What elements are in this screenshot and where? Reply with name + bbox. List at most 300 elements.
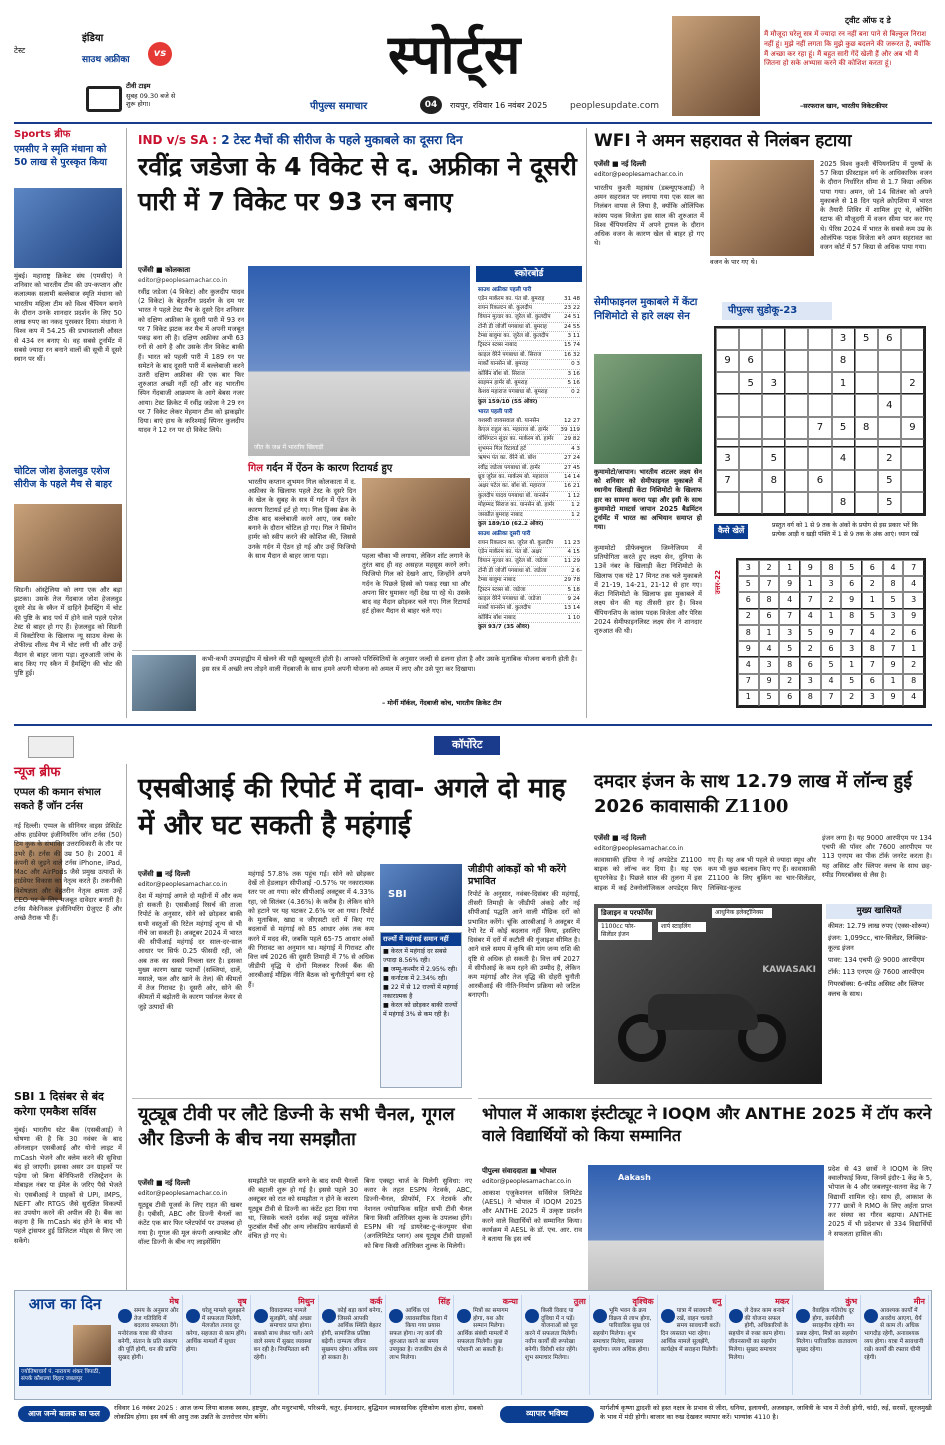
sudoku-answer-cell: 2 bbox=[862, 576, 883, 592]
sudoku-cell bbox=[762, 492, 785, 514]
sudoku-answer-cell: 3 bbox=[862, 690, 883, 706]
tv-icon bbox=[86, 86, 122, 112]
batter: काइल वेरेने पगबाधा बो. सिराज bbox=[478, 351, 542, 358]
sudoku-cell bbox=[832, 439, 855, 448]
sign-text: आर्थिक एवं व्यावसायिक दिशा में किया गया प्रयास सफल होगा। नए कार्य की शुरुआत करने का समय उपयुक्त है। राजकीय क्षेत्र से लाभ मिलेगा। bbox=[389, 1307, 448, 1361]
quote-author: – मोर्नी मॉर्कल, गेंदबाजी कोच, भारतीय क्रिकेट टीम bbox=[382, 699, 502, 707]
scorecard-row bbox=[478, 370, 580, 379]
gill-subhead-red: गिल bbox=[248, 463, 263, 474]
sudoku-cell: 2 bbox=[878, 447, 901, 469]
sudoku-cell: 5 bbox=[855, 328, 878, 350]
horoscope-sign bbox=[454, 1295, 522, 1395]
brief-headline-1: एमसीए ने स्मृति मंधाना को 50 लाख से पुरस्कृत किया bbox=[14, 144, 107, 168]
sudoku-cell bbox=[716, 372, 739, 394]
batter: ध्रुव जुरेल का. मार्करम बो. महाराज bbox=[478, 473, 548, 480]
sbi-side-body: रिपोर्ट के अनुसार, नवंबर-दिसंबर की महंगाई, तीसरी तिमाही के जीडीपी अंकड़े और नई सीपीआई पद्धति आने वाली मौद्रिक दरों को प्रभावित करेंगे। चूंकि आरबीआई ने अक्टूबर में रेपो रेट में कोई बदलाव नहीं किया, इसलिए दिसंबर में दरों में कटौती की गुंजाइश सीमित है। आने वाले समय में कृषि की मांग जन्म राशि की दृष्टि से अधिक हो सकती है। वित्त वर्ष 2027 में सीपीआई के कम रहने की उम्मीद है, लेकिन कम महंगाई और तेज वृद्धि की दोहरी चुनौती आरबीआई की नीति-निर्माण प्रक्रिया को जटिल बनाएगी। bbox=[468, 890, 580, 1000]
scorecard-innings-head: साउथ अफ्रीका पहली पारी bbox=[478, 287, 532, 294]
horoscope-sign bbox=[726, 1295, 794, 1395]
batter: कुलदीप यादव पगबाधा बो. यानसेन bbox=[478, 492, 549, 499]
batter: कॉर्बिन बॉश नाबाद bbox=[478, 614, 516, 621]
sudoku-answer-cell: 9 bbox=[738, 641, 759, 657]
sudoku-cell: 8 bbox=[855, 417, 878, 439]
sign-text: मित्रों का समागम होगा, यश और सम्मान मिलेगा। आर्थिक संबंधी मामलों में सफलता मिलेगी। कुछ परेशानी आ सकती है। bbox=[457, 1307, 509, 1353]
tweet-author: –सरफराज खान, भारतीय विकेटकीपर bbox=[800, 102, 888, 110]
sudoku-cell bbox=[785, 350, 808, 372]
sudoku-answer-cell: 6 bbox=[779, 690, 800, 706]
kawasaki-email: editor@peoplesamachar.co.in bbox=[594, 845, 684, 852]
sudoku-cell bbox=[808, 350, 831, 372]
runs-balls: 11 29 bbox=[563, 558, 580, 565]
sudoku-answer-cell: 9 bbox=[759, 674, 780, 690]
website: peoplesupdate.com bbox=[570, 101, 659, 111]
batter: एडेन मार्करम का. पंत बो. अक्षर bbox=[478, 549, 542, 556]
batter: वॉशिंगटन सुंदर का. मार्करम बो. हार्मर bbox=[478, 436, 554, 443]
aakash-email: editor@peoplesamachar.co.in bbox=[482, 1178, 572, 1185]
runs-balls: 1 2 bbox=[571, 511, 580, 518]
sudoku-answer-cell: 2 bbox=[759, 560, 780, 576]
sbi-byline: एजेंसी ■ नई दिल्ली bbox=[138, 870, 191, 878]
sudoku-cell: 8 bbox=[832, 492, 855, 514]
zodiac-icon bbox=[322, 1309, 336, 1323]
lead-photo-label: जीत के जश्न में भारतीय खिलाड़ी bbox=[254, 443, 324, 451]
sudoku-answer-cell: 9 bbox=[883, 690, 904, 706]
sudoku-cell bbox=[832, 394, 855, 416]
kawasaki-feature-item: कीमत: 12.79 लाख रुपए (एक्स-शोरूम) bbox=[828, 922, 930, 931]
sudoku-answer-cell: 9 bbox=[883, 657, 904, 673]
sudoku-cell bbox=[808, 447, 831, 469]
sudoku-answer-cell: 2 bbox=[800, 641, 821, 657]
horoscope-sign bbox=[183, 1295, 251, 1395]
sudoku-answer-cell: 7 bbox=[759, 576, 780, 592]
scorecard-row bbox=[478, 323, 580, 332]
runs-balls: 39 119 bbox=[560, 427, 580, 433]
horoscope-sign bbox=[590, 1295, 658, 1395]
sign-name: मिथुन bbox=[298, 1297, 315, 1306]
sudoku-answer-cell: 1 bbox=[841, 657, 862, 673]
sudoku-cell bbox=[855, 350, 878, 372]
sudoku-cell bbox=[855, 372, 878, 394]
sign-name: कर्क bbox=[370, 1297, 383, 1306]
runs-balls: 0 2 bbox=[571, 389, 580, 396]
scorecard-row bbox=[478, 295, 580, 304]
answer-label: उत्तर-22 bbox=[714, 570, 722, 595]
horoscope-title: आज का दिन bbox=[28, 1295, 102, 1313]
scorecard-row bbox=[478, 426, 580, 435]
scorecard-row bbox=[478, 379, 580, 388]
runs-balls: 1 10 bbox=[567, 614, 580, 621]
sudoku-answer-cell: 2 bbox=[738, 609, 759, 625]
sign-name: तुला bbox=[573, 1297, 586, 1306]
sudoku-cell bbox=[855, 470, 878, 492]
sudoku-cell bbox=[855, 439, 878, 448]
sudoku-cell bbox=[808, 372, 831, 394]
stock-exchange-icon bbox=[28, 736, 74, 758]
wfi-story bbox=[594, 128, 932, 298]
sudoku-cell bbox=[716, 328, 739, 350]
promo-test-label: टेस्ट bbox=[14, 46, 26, 55]
scorecard-row bbox=[478, 332, 580, 341]
sudoku-cell bbox=[739, 394, 762, 416]
sudoku-cell: 3 bbox=[716, 447, 739, 469]
sen-headline: सेमीफाइनल मुकाबले में केंटा निशिमोटो से हारे लक्ष्य सेन bbox=[594, 297, 698, 322]
sudoku-answer-cell: 5 bbox=[841, 674, 862, 690]
promo-team1: इंडिया bbox=[82, 33, 104, 44]
batter: मार्को यानसेन बो. बुमराह bbox=[478, 361, 529, 368]
scorecard-row bbox=[478, 445, 580, 454]
scorecard-body bbox=[476, 282, 582, 633]
batter: एडेन मार्करम का. पंत बो. बुमराह bbox=[478, 295, 545, 302]
batter: कॉर्बिन बॉश बो. सिराज bbox=[478, 370, 525, 377]
quote-text: कभी-कभी उपमहाद्वीप में खेलने की यही खूबसूरती होती है। आपको परिस्थितियों के अनुसार जल्दी से ढलना होता है और उसके मुताबिक योजना बनानी होती है। इस सत्र में अच्छी लय तोड़ने वाली गेंदबाजी के साथ हमने अपनी योजना को अमल में लाए और उसे पूरा कर दिखाया। bbox=[202, 655, 577, 673]
sudoku-answer-cell: 5 bbox=[738, 576, 759, 592]
sbi-story bbox=[132, 764, 582, 1094]
batter: मोहम्मद सिराज का. यानसेन बो. हार्मर bbox=[478, 502, 555, 509]
sudoku-cell: 6 bbox=[878, 328, 901, 350]
zodiac-icon bbox=[457, 1309, 471, 1323]
kawasaki-features-title: मुख्य खासियतें bbox=[826, 904, 932, 919]
sudoku-cell bbox=[762, 394, 785, 416]
runs-balls: 12 27 bbox=[563, 417, 580, 424]
kawasaki-feature-item: टॉर्क: 113 एनएम @ 7600 आरपीएम bbox=[828, 968, 925, 977]
sudoku-answer-cell: 2 bbox=[883, 625, 904, 641]
sudoku-cell bbox=[901, 394, 924, 416]
sudoku-cell bbox=[901, 492, 924, 514]
sudoku-cell bbox=[785, 372, 808, 394]
sbi-box-item: ■ केरल में महंगाई दर सबसे ज्यादा 8.56% रही। bbox=[383, 947, 447, 964]
sign-text: विवादास्पद मामले सुलझेंगे, कोई अच्छा समाचार प्राप्त होगा। सबको साथ लेकर चलें। आने वाले समय में सुखद व्यवस्था बन रही है। नियमितता बनी रहेगी। bbox=[253, 1307, 314, 1361]
sudoku-cell bbox=[785, 439, 808, 448]
match-promo bbox=[14, 22, 184, 114]
sudoku-cell bbox=[785, 492, 808, 514]
sudoku-cell: 9 bbox=[716, 350, 739, 372]
runs-balls: 14 14 bbox=[563, 473, 580, 480]
sudoku-cell bbox=[716, 417, 739, 439]
batter: टोनी डी जोर्जी पगबाधा बो. बुमराह bbox=[478, 323, 547, 330]
sudoku-answer-cell: 1 bbox=[903, 641, 924, 657]
batter: शुभमन गिल रिटायर्ड हर्ट bbox=[478, 445, 526, 452]
sudoku-cell bbox=[901, 439, 924, 448]
zodiac-icon bbox=[525, 1309, 539, 1323]
quote-strip bbox=[132, 650, 582, 712]
sudoku-answer-cell: 7 bbox=[779, 609, 800, 625]
brief-photo-1 bbox=[14, 188, 122, 268]
sudoku-answer-cell: 7 bbox=[862, 657, 883, 673]
sudoku-cell bbox=[762, 328, 785, 350]
sudoku-answer-cell: 6 bbox=[821, 641, 842, 657]
sudoku-cell bbox=[855, 394, 878, 416]
sudoku-answer-cell: 7 bbox=[738, 674, 759, 690]
sudoku-answer-cell: 6 bbox=[738, 592, 759, 608]
runs-balls: 3 16 bbox=[567, 370, 580, 377]
wfi-headline: WFI ने अमन सहरावत से निलंबन हटाया bbox=[594, 131, 852, 151]
batter: साइमन हार्मर बो. बुमराह bbox=[478, 380, 528, 387]
kawasaki-tag-1: डिजाइन व परफॉर्मेंस bbox=[598, 908, 656, 919]
sudoku-cell bbox=[901, 328, 924, 350]
lead-kicker bbox=[138, 132, 582, 148]
sudoku-cell bbox=[808, 394, 831, 416]
market-text: मार्गशीर्ष कृष्णा द्वादशी को हस्त नक्षत्र के प्रभाव से जीरा, धनिया, इलायची, अजवाइन, जावित्री के भाव में तेजी होगी, चांदी, रुई, सरसों, सूरजमुखी के भाव में मंदी होगी। बाजार का रुख देखकर व्यापार करें। भाग्यांक 4110 है। bbox=[600, 1404, 932, 1421]
sudoku-answer-cell: 3 bbox=[779, 625, 800, 641]
sudoku-answer-cell: 9 bbox=[821, 625, 842, 641]
sudoku-cell: 5 bbox=[739, 372, 762, 394]
sbi-headline: एसबीआई की रिपोर्ट में दावा- अगले दो माह में और घट सकती है महंगाई bbox=[138, 773, 566, 842]
sudoku-answer-cell: 1 bbox=[779, 560, 800, 576]
scorecard-row bbox=[478, 351, 580, 360]
kawasaki-byline: एजेंसी ■ नई दिल्ली bbox=[594, 834, 647, 842]
scorecard-innings-head: भारत पहली पारी bbox=[478, 409, 513, 416]
kawasaki-body-1: कावासाकी इंडिया ने नई अपडेटेड Z1100 बाइक को लॉन्च कर दिया है। यह एक सुपरनेकेड है। पिछले साल की तुलना में इस बाइक में कई टेक्नोलॉजिकल अपडेट्स किए गए हैं। यह अब भी पहले से ज्यादा स्मूथ और कम भी कुछ बदलाव किए गए हैं। कावासाकी Z1100 के लिए बुकिंग का चार-सिलेंडर, लिक्विड-कूल्ड bbox=[594, 856, 816, 892]
sudoku-answer-cell: 6 bbox=[841, 576, 862, 592]
scorecard-row bbox=[478, 539, 580, 548]
sudoku-cell: 3 bbox=[762, 372, 785, 394]
sudoku-cell bbox=[855, 447, 878, 469]
sen-body: कुमामोटो प्रीफेक्चुरल जिम्नेजियम में प्रतियोगिता करते हुए लक्ष्य सेन, दुनिया के 13वें नंबर के खिलाड़ी केंटा निशिमोटो के खिलाफ एक घंटे 17 मिनट तक चले मुकाबले में 21-19, 14-21, 21-12 से हार गए। केंटा निशिमोटो के खिलाफ इस मुकाबले में लक्ष्य सेन की यह तीसरी हार है। विश्व चैंपियनशिप के कांस्य पदक विजेता और पेरिस 2024 सेमीफाइनलिस्ट लक्ष्य सेन ने शानदार शुरुआत की थी। bbox=[594, 544, 702, 635]
kawasaki-body-2: इंजन लगा है। यह 9000 आरपीएम पर 134 एचपी की पॉवर और 7600 आरपीएम पर 113 एनएम का पीक टॉर्क जनरेट करता है। यह असिस्ट और स्लिपर क्लच के साथ छह-स्पीड गियरबॉक्स से लैस है। bbox=[822, 834, 932, 879]
batter: अक्षर पटेल का. बॉश बो. महाराज bbox=[478, 483, 546, 490]
sudoku-answer-cell: 2 bbox=[841, 690, 862, 706]
dateline: रायपुर, रविवार 16 नवंबर 2025 bbox=[450, 101, 548, 110]
sudoku-cell: 4 bbox=[878, 394, 901, 416]
sign-text: किसी विवाद या दुविधा में न पड़ें। योजनाओं को पूरा करने में सफलता मिलेगी। नवीन कार्यों की रूपरेखा बनेगी। विरोधी शांत रहेंगे। शुभ समाचार मिलेगा। bbox=[525, 1307, 578, 1361]
lead-body-1: रवींद्र जडेजा (4 विकेट) और कुलदीप यादव (2 विकेट) के बेहतरीन प्रदर्शन के दम पर भारत ने पहले टेस्ट मैच के दूसरे दिन शनिवार को दक्षिण अफ्रीका के दूसरी पारी में 93 रन पर 7 विकेट झटक कर मैच में अपनी मजबूत पकड़ बना ली है। दक्षिण अफ्रीका अभी 63 रनों से आगे है और उसके तीन विकेट बाकी हैं। भारत को पहली पारी में 189 रन पर समेटने के बाद दूसरी पारी में बल्लेबाजी करने उतरी दक्षिण अफ्रीका की एक बार फिर शुरुआत अच्छी नहीं रही और वह भारतीय स्पिन गेंदबाजी आक्रमण के आगे बेबस नजर आया। टेस्ट क्रिकेट में रवींद्र जडेजा ने 29 रन पर 7 विकेट लेकर मेहमान टीम को झकझोर दिया। बाएं हाथ के करिश्माई स्पिनर कुलदीप यादव ने 12 रन पर दो विकेट लिये। bbox=[138, 288, 244, 435]
sudoku-answer-cell: 1 bbox=[862, 592, 883, 608]
scorecard-row bbox=[478, 501, 580, 510]
sudoku-cell: 2 bbox=[901, 372, 924, 394]
wfi-body-1: भारतीय कुश्ती महासंघ (डब्ल्यूएफआई) ने अमन सहरावत पर लगाया गया एक साल का निलंबन वापस ले लिया है, क्योंकि ओलिंपिक कांस्य पदक विजेता इस साल की शुरुआत में विश्व चैंपियनशिप में अपने ट्रायल के दौरान अधिक वजन के कारण खेल से बाहर हो गए थे। bbox=[594, 184, 704, 248]
runs-balls: 16 32 bbox=[563, 351, 580, 358]
sudoku-cell bbox=[785, 328, 808, 350]
runs-balls: 27 24 bbox=[563, 455, 580, 462]
sudoku-answer-cell: 5 bbox=[759, 690, 780, 706]
sign-name: धनु bbox=[712, 1297, 722, 1306]
sudoku-answer-cell: 8 bbox=[738, 625, 759, 641]
horoscope-signs bbox=[115, 1295, 929, 1395]
scorecard-row bbox=[478, 595, 580, 604]
sudoku-answer-cell: 4 bbox=[883, 560, 904, 576]
promo-team2: साउथ अफ्रीका bbox=[82, 55, 130, 65]
sudoku-cell bbox=[901, 447, 924, 469]
runs-balls: 24 51 bbox=[563, 314, 580, 321]
sen-caption: कुमामोटो/जापान। भारतीय शटलर लक्ष्य सेन को शनिवार को सेमीफाइनल मुकाबले में स्थानीय खिलाड़ी केंटा निशिमोटो के खिलाफ हार का सामना करना पड़ा और इसी के साथ कुमामोटो मास्टर्स जापान 2025 बैडमिंटन टूर्नामेंट में भारत का अभियान समाप्त हो गया। bbox=[594, 468, 702, 532]
kawasaki-feature-item: इंजन: 1,099cc, चार-सिलेंडर, लिक्विड-कूल्ड इंजन bbox=[828, 934, 928, 953]
sign-text: यात्रा में सावधानी रखें, वाहन चलाते समय सावधानी बरतें। दिन व्यस्तता भरा रहेगा। आर्थिक मामले सुलझेंगे, कार्यक्षेत्र में सराहना मिलेगी। bbox=[660, 1307, 721, 1353]
zodiac-icon bbox=[661, 1309, 675, 1323]
sign-text: वैवाहिक गतिरोध दूर होगा, कार्यशैली सराहनीय रहेगी। मन प्रसन्न रहेगा, मित्रों का सहयोग मिलेगा। पारिवारिक वातावरण सुखद रहेगा। bbox=[796, 1307, 858, 1353]
column-divider-2 bbox=[586, 128, 587, 718]
sudoku-cell bbox=[739, 447, 762, 469]
sudoku-answer-cell: 9 bbox=[779, 576, 800, 592]
zodiac-icon bbox=[186, 1309, 200, 1323]
runs-balls: 11 23 bbox=[563, 539, 580, 546]
scorecard-row bbox=[478, 557, 580, 566]
scorecard-row bbox=[478, 511, 580, 520]
youtube-byline: एजेंसी ■ नई दिल्ली bbox=[138, 1179, 191, 1187]
corporate-bar bbox=[14, 724, 932, 758]
brief-photo-2 bbox=[14, 504, 122, 582]
sudoku-cell: 7 bbox=[716, 470, 739, 492]
news-brief-headline-2: SBI 1 दिसंबर से बंद करेगा एमकैश सर्विस bbox=[14, 1090, 104, 1118]
sudoku-cell bbox=[762, 439, 785, 448]
astrologer-name: ज्योतिषाचार्य पं. नारायण शंकर त्रिपाठी, संपर्क कौशल्या विहार जबलपुर bbox=[19, 1367, 111, 1386]
scorecard-row bbox=[478, 360, 580, 369]
column-divider bbox=[126, 128, 127, 718]
runs-balls: 1 12 bbox=[567, 492, 580, 499]
runs-balls: 23 22 bbox=[563, 304, 580, 311]
sign-name: मीन bbox=[913, 1297, 925, 1306]
batter: वियान मुल्डर का. जुरेल बो. जडेजा bbox=[478, 558, 548, 565]
sudoku-answer-cell: 1 bbox=[738, 690, 759, 706]
batter: ट्रिस्टन स्टब्स बो. जडेजा bbox=[478, 586, 526, 593]
batter: काइल वेरेने पगबाधा बो. जडेजा bbox=[478, 596, 541, 603]
sudoku-answer-cell: 4 bbox=[821, 674, 842, 690]
runs-balls: 9 24 bbox=[567, 596, 580, 603]
sudoku-answer-cell: 3 bbox=[883, 609, 904, 625]
masthead bbox=[0, 0, 945, 122]
runs-balls: 31 48 bbox=[563, 295, 580, 302]
runs-balls: 4 3 bbox=[571, 445, 580, 452]
sudoku-answer-cell: 5 bbox=[800, 625, 821, 641]
horoscope-sign bbox=[658, 1295, 726, 1395]
sudoku-cell: 7 bbox=[808, 417, 831, 439]
sudoku-answer-cell: 4 bbox=[759, 641, 780, 657]
masthead-title: स्पोर्ट्स bbox=[388, 22, 522, 86]
scorecard-row bbox=[478, 576, 580, 585]
sbi-box-list bbox=[381, 946, 461, 1022]
runs-balls: 16 21 bbox=[563, 483, 580, 490]
runs-balls: 29 82 bbox=[563, 436, 580, 443]
aakash-body-1: आकाश एजुकेशनल सर्विसेज लिमिटेड (AESL) ने भोपाल में IOQM 2025 और ANTHE 2025 में उत्कृष्ट प्रदर्शन करने वाले विद्यार्थियों को सम्मानित किया। कार्यक्रम में AESL के डॉ. एच. आर. राव ने बताया कि इस वर्ष bbox=[482, 1189, 582, 1244]
sudoku-cell bbox=[855, 492, 878, 514]
sudoku-answer-cell: 8 bbox=[779, 657, 800, 673]
sbi-body-2: महंगाई 57.8% तक पहुंच गई। सोने को छोड़कर देखें तो हेडलाइन सीपीआई -0.57% पर नकारात्मक स्तर पर आ गया। कोर सीपीआई अक्टूबर में 4.33% रहा, जो सितंबर (4.36%) के करीब है। लेकिन सोने को हटाने पर यह घटकर 2.6% पर आ गया। रिपोर्ट के मुताबिक, खाद्य व जीएसटी दरों में किए गए बदलावों से महंगाई को 85 आधार अंक तक कम करने में मदद की, जबकि पहले 65-75 आधार अंकों की गिरावट का अनुमान था। महंगाई में गिरावट और वित्त वर्ष 2026 की दूसरी तिमाही में 7% से अधिक जीडीपी वृद्धि ये दोनों मिलकर रिजर्व बैंक की आरबीआई मौद्रिक नीति बैठक को चुनौतीपूर्ण बना रहे हैं। bbox=[248, 870, 374, 989]
batter: मार्को यानसेन बो. कुलदीप bbox=[478, 605, 531, 612]
sudoku-answer-cell: 3 bbox=[903, 592, 924, 608]
sudoku-answer-cell: 4 bbox=[779, 592, 800, 608]
sudoku-answer-cell: 8 bbox=[841, 609, 862, 625]
scorecard-row bbox=[478, 454, 580, 463]
news-brief-logo: न्यूज ब्रीफ bbox=[14, 765, 61, 780]
batter: टोनी डी जोर्जी पगबाधा बो. जडेजा bbox=[478, 567, 547, 574]
runs-balls: 5 16 bbox=[567, 380, 580, 387]
sbi-side-headline: जीडीपी आंकड़ों को भी करेंगे प्रभावित bbox=[468, 864, 567, 888]
lead-headline: रवींद्र जडेजा के 4 विकेट से द. अफ्रीका ने दूसरी पारी में 7 विकेट पर 93 रन बनाए bbox=[138, 152, 577, 216]
scorecard-row bbox=[478, 464, 580, 473]
sudoku-answer-cell: 5 bbox=[821, 657, 842, 673]
gill-subhead-rest: गर्दन में ऐंठन के कारण रिटायर्ड हुए bbox=[266, 463, 393, 474]
batter: टेम्बा बावुमा का. जुरेल बो. कुलदीप bbox=[478, 333, 549, 340]
sudoku-cell bbox=[832, 470, 855, 492]
sign-text: समय के अनुसार और तेज गतिविधि में बदलाव सफलता देंगे। मनोरंजक यात्रा की योजना बनेगी, संतान के प्रति संकल्प की पूर्ति होगी, धन की प्राप्ति सुखद होगी। bbox=[118, 1307, 179, 1361]
zodiac-icon bbox=[729, 1309, 743, 1323]
sudoku-answer-cell: 5 bbox=[779, 641, 800, 657]
sudoku-cell: 6 bbox=[739, 350, 762, 372]
kawasaki-tag-2: 1100cc फोर-सिलेंडर इंजन bbox=[598, 922, 652, 940]
horoscope-sign bbox=[319, 1295, 387, 1395]
batter: ट्रिस्टन स्टब्स नाबाद bbox=[478, 342, 517, 349]
kawasaki-feature-item: गियरबॉक्स: 6-स्पीड असिस्ट और स्लिपर क्लच के साथ। bbox=[828, 979, 924, 998]
sign-text: ले देकर काम बनाने की योजना सफल होगी, अधिकारियों के सहयोग से रुका काम होगा। जीवनसाथी का सहयोग मिलेगा। सुखद समाचार मिलेगा। bbox=[728, 1307, 789, 1361]
sudoku-answer-cell: 5 bbox=[841, 560, 862, 576]
how-to-play-text: प्रस्तुत वर्ग को 1 से 9 तक के अंकों के प्रयोग से इस प्रकार भरें कि प्रत्येक आड़ी व खड़ी पंक्ति में 1 से 9 तक के अंक आएं। ध्यान रखें bbox=[772, 522, 919, 538]
lead-kicker-rest: 2 टेस्ट मैचों की सीरीज के पहले मुकाबले का दूसरा दिन bbox=[221, 133, 463, 147]
sbi-box-item: ■ 22 में से 12 राज्यों में महंगाई नकारात्मक है bbox=[383, 983, 458, 1000]
runs-balls: 13 14 bbox=[563, 605, 580, 612]
kawasaki-headline-main: दमदार इंजन के साथ 12.79 लाख में लॉन्च हुई 2026 कावासाकी bbox=[594, 771, 913, 817]
sbi-body-1: देश में महंगाई अगले दो महीनों में और कम हो सकती है। एसबीआई रिसर्च की ताजा रिपोर्ट के अनुसार, सोने को छोड़कर बाकी सभी वस्तुओं की रिटेल महंगाई शून्य से भी नीचे जा सकती है। अक्टूबर 2024 में भारत की सीपीआई महंगाई दर साल-दर-साल आधार पर सिर्फ 0.25 फीसदी रही, जो अब तक का सबसे निचला स्तर है। इसका मुख्य कारण खाद्य पदार्थों (सब्जियां, दालें, मसाले, फल और खाने के तेल) की कीमतों में तेज गिरावट है। दूसरी ओर, सोने की कीमतों में बढ़ोतरी के कारण पर्सनल केयर से जुड़े उत्पादों की bbox=[138, 892, 242, 1011]
horoscope-title-box bbox=[19, 1295, 111, 1395]
scorecard-title: स्कोरबोर्ड bbox=[476, 266, 582, 282]
sudoku-title: पीपुल्स सुडोकू-23 bbox=[722, 302, 832, 320]
wfi-body-2: 2025 विश्व कुश्ती चैंपियनशिप में पुरुषों के 57 किग्रा फ्रीस्टाइल वर्ग के आधिकारिक वजन के दौरान निर्धारित सीमा से 1.7 किग्रा अधिक पाया गया। अमन, जो 14 सितंबर को अपने मुकाबले से 18 दिन पहले क्रोएशिया में भारत के तैयारी शिविर में शामिल हुए थे, कोचिंग स्टाफ की मौजूदगी में वजन सीमा पार कर गए थे। पेरिस 2024 में भारत के सबसे कम उम्र के ओलंपिक पदक विजेता बने अमन सहरावत का वजन कोर्ट में 57 किग्रा से अधिक पाया गया। bbox=[820, 160, 932, 251]
sudoku-cell: 8 bbox=[832, 350, 855, 372]
sign-name: वृष bbox=[237, 1297, 247, 1306]
sign-text: कोई बड़ा कार्य बनेगा, जिससे आपकी आर्थिक स्थिति बेहतर होगी, सामाजिक प्रतिष्ठा बढ़ेगी। दाम्पत्य जीवन सुखमय रहेगा। अधिक व्यय हो सकता है। bbox=[321, 1307, 383, 1361]
masthead-rule bbox=[14, 122, 932, 124]
horoscope-sign bbox=[386, 1295, 454, 1395]
sudoku-answer-cell: 4 bbox=[738, 657, 759, 673]
masthead-brand: पीपुल्स समाचार bbox=[310, 101, 368, 112]
sudoku-answer-cell: 3 bbox=[821, 576, 842, 592]
sudoku-answer-cell: 4 bbox=[800, 609, 821, 625]
scorecard bbox=[476, 266, 582, 646]
sudoku-answer-cell: 6 bbox=[862, 560, 883, 576]
sudoku-cell bbox=[739, 492, 762, 514]
sudoku-cell: 5 bbox=[878, 492, 901, 514]
aakash-brand: Aakash bbox=[618, 1173, 651, 1182]
batter: यशस्वी जायसवाल बो. यानसेन bbox=[478, 417, 540, 424]
sudoku-answer-cell: 3 bbox=[738, 560, 759, 576]
sudoku-cell: 5 bbox=[878, 470, 901, 492]
promo-tv-label: टीवी टाइम bbox=[126, 82, 151, 90]
news-brief-headline-1: एप्पल की कमान संभाल सकते हैं जॉन टर्नस bbox=[14, 787, 101, 812]
sudoku-cell: 4 bbox=[832, 447, 855, 469]
scorecard-total: कुल 93/7 (35 ओवर) bbox=[478, 624, 530, 631]
scorecard-row bbox=[478, 604, 580, 613]
sudoku-cell: 1 bbox=[832, 372, 855, 394]
zodiac-icon bbox=[864, 1309, 878, 1323]
sudoku-answer-cell: 7 bbox=[903, 560, 924, 576]
sudoku-cell: 6 bbox=[808, 470, 831, 492]
runs-balls: 5 18 bbox=[567, 586, 580, 593]
sudoku-cell bbox=[878, 439, 901, 448]
batter: रवींद्र जडेजा पगबाधा बो. हार्मर bbox=[478, 464, 541, 471]
scorecard-row bbox=[478, 417, 580, 426]
sudoku-cell bbox=[739, 417, 762, 439]
horoscope-bottom bbox=[14, 1402, 932, 1440]
batter: केशव महाराज पगबाधा बो. बुमराह bbox=[478, 389, 548, 396]
sudoku-answer-cell: 2 bbox=[821, 592, 842, 608]
sudoku-cell bbox=[739, 470, 762, 492]
astrologer-photo bbox=[73, 1325, 111, 1365]
lead-photo bbox=[248, 266, 470, 456]
sudoku-answer-cell: 3 bbox=[759, 657, 780, 673]
sudoku-answer-cell: 7 bbox=[841, 625, 862, 641]
scorecard-row bbox=[478, 388, 580, 397]
sudoku-answer-cell: 9 bbox=[903, 609, 924, 625]
scorecard-row bbox=[478, 435, 580, 444]
corporate-label: कॉर्पोरेट bbox=[434, 736, 500, 755]
sudoku-answer-cell: 9 bbox=[800, 560, 821, 576]
sudoku-answer-cell: 1 bbox=[759, 625, 780, 641]
sudoku-cell bbox=[878, 372, 901, 394]
sudoku-answer-cell: 1 bbox=[800, 576, 821, 592]
sudoku-cell bbox=[739, 439, 762, 448]
kids-label: आज जन्मे बालक का फल bbox=[18, 1406, 110, 1422]
batter: केएल राहुल का. महाराज बो. हार्मर bbox=[478, 427, 549, 433]
sudoku-answer-cell: 4 bbox=[862, 625, 883, 641]
sports-brief-column bbox=[14, 128, 122, 718]
sudoku-answer-cell: 8 bbox=[903, 674, 924, 690]
